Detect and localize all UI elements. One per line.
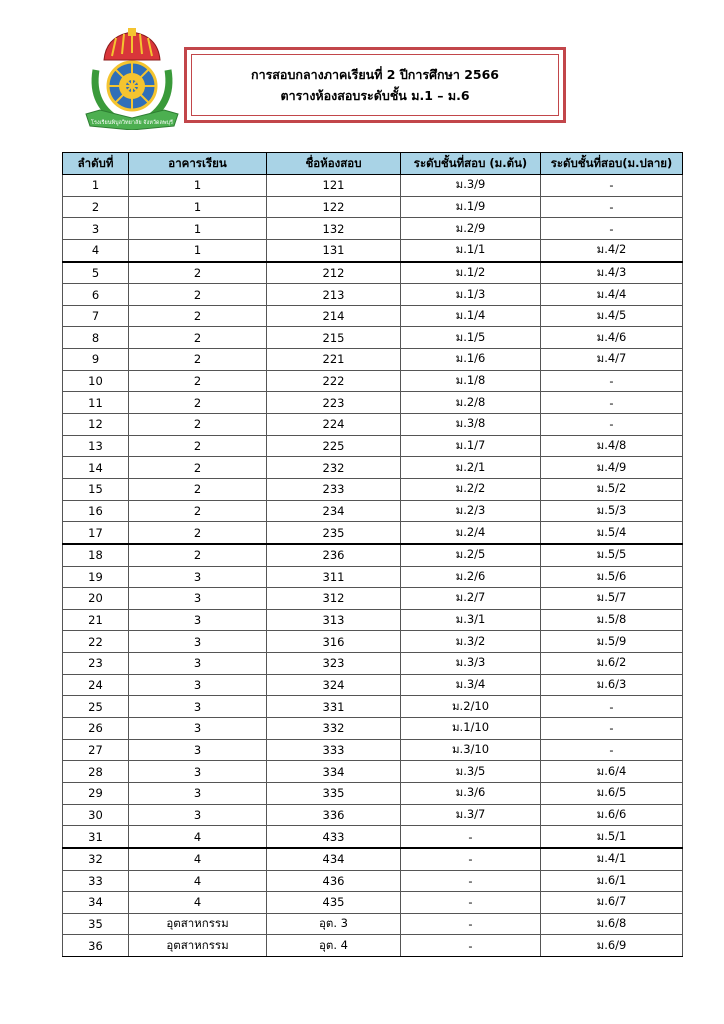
cell-lower-level: ม.3/10 (401, 739, 541, 761)
cell-building: 2 (129, 544, 267, 566)
cell-building: 3 (129, 761, 267, 783)
cell-upper-level: ม.6/7 (541, 892, 683, 914)
cell-order: 35 (63, 913, 129, 935)
cell-order: 8 (63, 327, 129, 349)
cell-upper-level: ม.5/6 (541, 566, 683, 588)
cell-lower-level: - (401, 848, 541, 870)
table-row (63, 218, 683, 240)
cell-upper-level: ม.4/8 (541, 435, 683, 457)
cell-building: 2 (129, 414, 267, 436)
exam-room-table (62, 152, 683, 957)
cell-building: 2 (129, 284, 267, 306)
cell-lower-level: ม.2/7 (401, 588, 541, 610)
cell-lower-level: ม.1/7 (401, 435, 541, 457)
cell-order: 3 (63, 218, 129, 240)
cell-order: 33 (63, 870, 129, 892)
cell-order: 26 (63, 718, 129, 740)
cell-building: 3 (129, 718, 267, 740)
cell-order: 4 (63, 239, 129, 261)
col-header-room: ชื่อห้องสอบ (267, 153, 401, 175)
cell-lower-level: ม.3/9 (401, 175, 541, 197)
cell-lower-level: ม.2/3 (401, 500, 541, 522)
cell-order: 16 (63, 500, 129, 522)
cell-lower-level: ม.1/10 (401, 718, 541, 740)
cell-building: 2 (129, 349, 267, 371)
cell-room: 223 (267, 392, 401, 414)
cell-room: 225 (267, 435, 401, 457)
cell-building: 2 (129, 305, 267, 327)
svg-text:โรงเรียนพิบูลวิทยาลัย จังหวัดล: โรงเรียนพิบูลวิทยาลัย จังหวัดลพบุรี (91, 120, 173, 126)
table-row (63, 848, 683, 870)
cell-room: 215 (267, 327, 401, 349)
cell-room: 122 (267, 196, 401, 218)
table-row (63, 370, 683, 392)
cell-order: 10 (63, 370, 129, 392)
cell-lower-level: ม.1/4 (401, 305, 541, 327)
cell-lower-level: ม.1/3 (401, 284, 541, 306)
table-row (63, 631, 683, 653)
cell-lower-level: ม.2/1 (401, 457, 541, 479)
cell-upper-level: ม.4/2 (541, 239, 683, 261)
table-row (63, 739, 683, 761)
cell-building: 2 (129, 500, 267, 522)
cell-lower-level: - (401, 935, 541, 957)
cell-lower-level: ม.3/2 (401, 631, 541, 653)
table-row (63, 175, 683, 197)
cell-building: 4 (129, 848, 267, 870)
cell-building: 2 (129, 435, 267, 457)
cell-building: 1 (129, 196, 267, 218)
cell-order: 19 (63, 566, 129, 588)
cell-building: 2 (129, 392, 267, 414)
cell-upper-level: - (541, 739, 683, 761)
cell-upper-level: ม.6/4 (541, 761, 683, 783)
cell-order: 20 (63, 588, 129, 610)
cell-lower-level: ม.1/5 (401, 327, 541, 349)
cell-room: 435 (267, 892, 401, 914)
document-title: การสอบกลางภาคเรียนที่ 2 ปีการศึกษา 2566 (251, 67, 499, 82)
table-row (63, 500, 683, 522)
table-row (63, 239, 683, 261)
cell-order: 24 (63, 674, 129, 696)
cell-upper-level: - (541, 392, 683, 414)
cell-order: 6 (63, 284, 129, 306)
cell-upper-level: ม.6/2 (541, 653, 683, 675)
cell-order: 23 (63, 653, 129, 675)
table-row (63, 478, 683, 500)
cell-lower-level: ม.1/1 (401, 239, 541, 261)
cell-order: 18 (63, 544, 129, 566)
cell-building: 3 (129, 739, 267, 761)
cell-upper-level: - (541, 370, 683, 392)
cell-order: 1 (63, 175, 129, 197)
cell-room: 214 (267, 305, 401, 327)
cell-building: 3 (129, 631, 267, 653)
table-row (63, 457, 683, 479)
cell-room: 313 (267, 609, 401, 631)
cell-lower-level: ม.3/5 (401, 761, 541, 783)
col-header-lower-level: ระดับชั้นที่สอบ (ม.ต้น) (401, 153, 541, 175)
cell-building: 2 (129, 262, 267, 284)
cell-lower-level: ม.3/6 (401, 782, 541, 804)
cell-upper-level: ม.5/1 (541, 826, 683, 848)
cell-order: 9 (63, 349, 129, 371)
cell-building: 3 (129, 609, 267, 631)
cell-upper-level: ม.6/5 (541, 782, 683, 804)
cell-upper-level: - (541, 175, 683, 197)
table-row (63, 196, 683, 218)
document-subtitle: ตารางห้องสอบระดับชั้น ม.1 – ม.6 (280, 88, 470, 103)
cell-building: 3 (129, 566, 267, 588)
cell-upper-level: ม.6/1 (541, 870, 683, 892)
cell-upper-level: ม.6/9 (541, 935, 683, 957)
cell-lower-level: - (401, 870, 541, 892)
cell-order: 34 (63, 892, 129, 914)
cell-order: 29 (63, 782, 129, 804)
cell-room: 335 (267, 782, 401, 804)
cell-room: 121 (267, 175, 401, 197)
cell-room: 232 (267, 457, 401, 479)
cell-building: 1 (129, 239, 267, 261)
cell-room: 332 (267, 718, 401, 740)
cell-room: 434 (267, 848, 401, 870)
cell-building: 2 (129, 522, 267, 544)
cell-room: 336 (267, 804, 401, 826)
cell-lower-level: ม.3/4 (401, 674, 541, 696)
cell-building: 3 (129, 804, 267, 826)
cell-room: 233 (267, 478, 401, 500)
cell-building: 2 (129, 370, 267, 392)
cell-lower-level: ม.2/6 (401, 566, 541, 588)
cell-upper-level: ม.4/7 (541, 349, 683, 371)
cell-building: 3 (129, 782, 267, 804)
col-header-upper-level: ระดับชั้นที่สอบ(ม.ปลาย) (541, 153, 683, 175)
cell-lower-level: - (401, 826, 541, 848)
cell-lower-level: ม.1/2 (401, 262, 541, 284)
cell-upper-level: ม.5/8 (541, 609, 683, 631)
cell-room: 221 (267, 349, 401, 371)
table-header-row (63, 153, 683, 175)
cell-room: 311 (267, 566, 401, 588)
cell-upper-level: ม.6/3 (541, 674, 683, 696)
cell-room: 324 (267, 674, 401, 696)
cell-order: 25 (63, 696, 129, 718)
cell-order: 14 (63, 457, 129, 479)
cell-lower-level: - (401, 913, 541, 935)
cell-order: 28 (63, 761, 129, 783)
cell-room: 212 (267, 262, 401, 284)
table-row (63, 349, 683, 371)
cell-room: 234 (267, 500, 401, 522)
cell-building: 4 (129, 870, 267, 892)
school-logo (82, 26, 182, 130)
cell-order: 27 (63, 739, 129, 761)
cell-room: อุต. 4 (267, 935, 401, 957)
table-row (63, 870, 683, 892)
cell-upper-level: ม.4/4 (541, 284, 683, 306)
cell-building: 3 (129, 696, 267, 718)
table-row (63, 696, 683, 718)
table-row (63, 522, 683, 544)
cell-lower-level: ม.3/1 (401, 609, 541, 631)
table-row (63, 804, 683, 826)
cell-lower-level: ม.2/4 (401, 522, 541, 544)
table-row (63, 892, 683, 914)
cell-upper-level: ม.4/5 (541, 305, 683, 327)
title-box (184, 47, 566, 123)
cell-lower-level: ม.3/7 (401, 804, 541, 826)
cell-room: 222 (267, 370, 401, 392)
cell-lower-level: ม.1/6 (401, 349, 541, 371)
cell-order: 15 (63, 478, 129, 500)
cell-room: 224 (267, 414, 401, 436)
cell-upper-level: - (541, 218, 683, 240)
cell-upper-level: ม.4/9 (541, 457, 683, 479)
cell-order: 22 (63, 631, 129, 653)
cell-building: 3 (129, 674, 267, 696)
table-row (63, 284, 683, 306)
cell-building: 1 (129, 175, 267, 197)
cell-room: 334 (267, 761, 401, 783)
table-row (63, 414, 683, 436)
cell-upper-level: ม.5/5 (541, 544, 683, 566)
cell-building: 2 (129, 478, 267, 500)
cell-upper-level: ม.4/1 (541, 848, 683, 870)
cell-lower-level: ม.1/8 (401, 370, 541, 392)
cell-building: 4 (129, 826, 267, 848)
cell-upper-level: ม.5/9 (541, 631, 683, 653)
cell-room: 213 (267, 284, 401, 306)
cell-building: 3 (129, 588, 267, 610)
cell-order: 36 (63, 935, 129, 957)
cell-room: 433 (267, 826, 401, 848)
table-row (63, 327, 683, 349)
cell-room: 132 (267, 218, 401, 240)
cell-building: 1 (129, 218, 267, 240)
cell-upper-level: ม.6/6 (541, 804, 683, 826)
cell-order: 32 (63, 848, 129, 870)
cell-order: 11 (63, 392, 129, 414)
cell-room: 333 (267, 739, 401, 761)
table-row (63, 392, 683, 414)
cell-order: 5 (63, 262, 129, 284)
cell-building: 2 (129, 457, 267, 479)
cell-order: 21 (63, 609, 129, 631)
cell-room: อุต. 3 (267, 913, 401, 935)
cell-upper-level: ม.5/7 (541, 588, 683, 610)
cell-lower-level: ม.2/10 (401, 696, 541, 718)
cell-order: 7 (63, 305, 129, 327)
table-row (63, 653, 683, 675)
cell-upper-level: ม.4/6 (541, 327, 683, 349)
cell-order: 12 (63, 414, 129, 436)
col-header-order: ลำดับที่ (63, 153, 129, 175)
cell-lower-level: ม.3/3 (401, 653, 541, 675)
table-row (63, 718, 683, 740)
table-row (63, 262, 683, 284)
cell-lower-level: ม.2/2 (401, 478, 541, 500)
cell-order: 17 (63, 522, 129, 544)
col-header-building: อาคารเรียน (129, 153, 267, 175)
cell-building: อุตสาหกรรม (129, 935, 267, 957)
cell-upper-level: ม.5/3 (541, 500, 683, 522)
table-row (63, 588, 683, 610)
table-row (63, 609, 683, 631)
cell-upper-level: - (541, 696, 683, 718)
table-row (63, 935, 683, 957)
cell-building: 2 (129, 327, 267, 349)
cell-upper-level: ม.5/2 (541, 478, 683, 500)
cell-upper-level: - (541, 414, 683, 436)
cell-room: 236 (267, 544, 401, 566)
cell-lower-level: ม.2/8 (401, 392, 541, 414)
cell-room: 312 (267, 588, 401, 610)
cell-building: อุตสาหกรรม (129, 913, 267, 935)
cell-order: 30 (63, 804, 129, 826)
table-row (63, 913, 683, 935)
table-row (63, 761, 683, 783)
cell-room: 436 (267, 870, 401, 892)
cell-order: 13 (63, 435, 129, 457)
cell-room: 323 (267, 653, 401, 675)
cell-upper-level: - (541, 196, 683, 218)
cell-building: 4 (129, 892, 267, 914)
cell-upper-level: ม.4/3 (541, 262, 683, 284)
table-row (63, 566, 683, 588)
cell-order: 2 (63, 196, 129, 218)
cell-room: 331 (267, 696, 401, 718)
table-row (63, 674, 683, 696)
cell-building: 3 (129, 653, 267, 675)
table-row (63, 435, 683, 457)
cell-lower-level: ม.2/9 (401, 218, 541, 240)
cell-upper-level: ม.5/4 (541, 522, 683, 544)
cell-lower-level: ม.1/9 (401, 196, 541, 218)
table-row (63, 544, 683, 566)
table-row (63, 782, 683, 804)
cell-lower-level: - (401, 892, 541, 914)
cell-room: 131 (267, 239, 401, 261)
table-row (63, 826, 683, 848)
cell-upper-level: - (541, 718, 683, 740)
cell-order: 31 (63, 826, 129, 848)
cell-lower-level: ม.3/8 (401, 414, 541, 436)
cell-room: 235 (267, 522, 401, 544)
cell-lower-level: ม.2/5 (401, 544, 541, 566)
cell-upper-level: ม.6/8 (541, 913, 683, 935)
table-row (63, 305, 683, 327)
cell-room: 316 (267, 631, 401, 653)
